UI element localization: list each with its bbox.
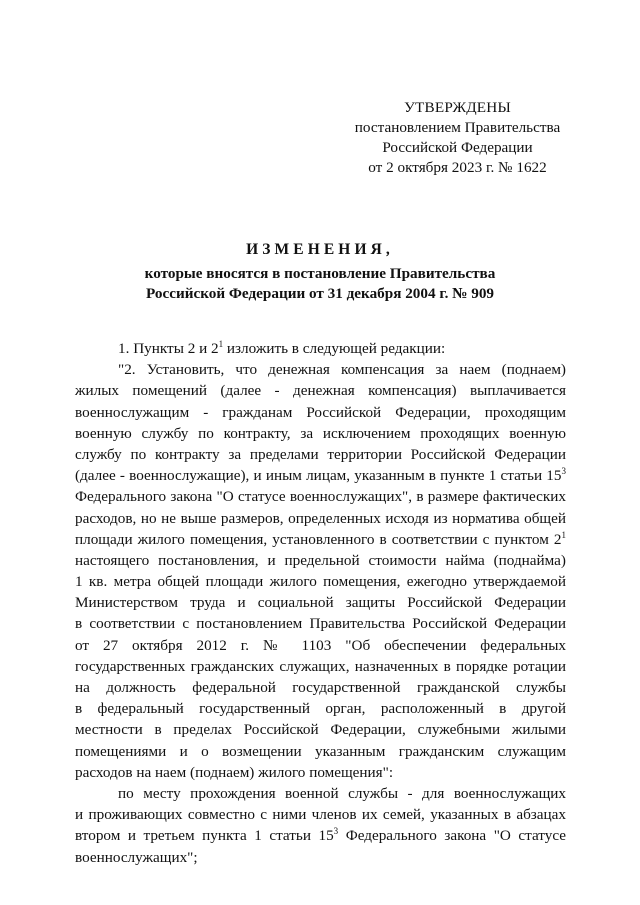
paragraph-line: от 27 октября 2012 г. № 1103 "Об обеспечении федеральных [75, 636, 566, 654]
paragraph-line: расходов, но не выше размеров, определенных исходя из норматива общей [75, 509, 566, 527]
paragraph-line: на должность федеральной государственной гражданской службы [75, 679, 566, 696]
paragraph-line: настоящего постановления, и предельной стоимости найма (поднайма) [75, 551, 566, 569]
approval-block [330, 98, 585, 178]
approval-line-1: постановлением Правительства [354, 119, 561, 136]
paragraph-line: площади жилого помещения, установленного в соответствии с пунктом $2^1$ [75, 529, 566, 548]
paragraph-line: расходов на наем (поднаем) жилого помещения": [75, 763, 394, 781]
document-subtitle [0, 264, 640, 304]
paragraph-line: Федерального закона "О статусе военнослужащих", в размере фактических [75, 488, 566, 506]
paragraph-line: службу по контракту за пределами территории Российской Федерации [75, 445, 566, 463]
paragraph-line: 1 кв. метра общей площади жилого помещения, ежегодно утверждаемой [75, 573, 566, 591]
paragraph-line: по месту прохождения военной службы - для военнослужащих [118, 784, 566, 802]
paragraph-line: (далее - военнослужащие), и иным лицам, указанным в пункте 1 статьи $15^3$ [75, 466, 566, 485]
paragraph-line: втором и третьем пункта 1 статьи $15^3$ Федерального закона "О статусе [75, 826, 567, 845]
paragraph-line: государственных гражданских служащих, назначенных в порядке ротации [75, 657, 566, 675]
paragraph-line: жилых помещений (далее - денежная компенсация) выплачивается [75, 382, 566, 400]
paragraph-line: военную службу по контракту, за исключением проходящих военную [75, 424, 566, 442]
paragraph-line: Министерством труда и социальной защиты Российской Федерации [75, 594, 566, 612]
paragraph-line: "2. Установить, что денежная компенсация за наем (поднаем) [118, 361, 566, 379]
paragraph-line: местности в пределах Российской Федерации, служебными жилыми [75, 721, 566, 739]
approval-heading: УТВЕРЖДЕНЫ [404, 99, 511, 116]
paragraph-line: в соответствии с постановлением Правительства Российской Федерации [75, 615, 566, 633]
subtitle-line-1: которые вносятся в постановление Правительства [144, 265, 496, 282]
paragraph-line: помещениями и о возмещении указанным гражданским служащим [75, 742, 566, 760]
approval-line-2: Российской Федерации [382, 139, 533, 156]
paragraph-line: 1. Пункты 2 и $2^1$ изложить в следующей редакции: [118, 339, 446, 357]
paragraph-line: военнослужащих"; [75, 848, 198, 866]
paragraph-line: и проживающих совместно с ними членов их семей, указанных в абзацах [75, 806, 566, 824]
document-title: ИЗМЕНЕНИЯ, [246, 241, 394, 258]
subtitle-line-2: Российской Федерации от 31 декабря 2004 г. № 909 [145, 285, 495, 302]
approval-line-3: от 2 октября 2023 г. № 1622 [368, 159, 547, 176]
document-body [75, 338, 566, 868]
paragraph-line: в федеральный государственный орган, расположенный в другой [75, 700, 566, 718]
paragraph-line: военнослужащим - гражданам Российской Федерации, проходящим [75, 403, 566, 421]
